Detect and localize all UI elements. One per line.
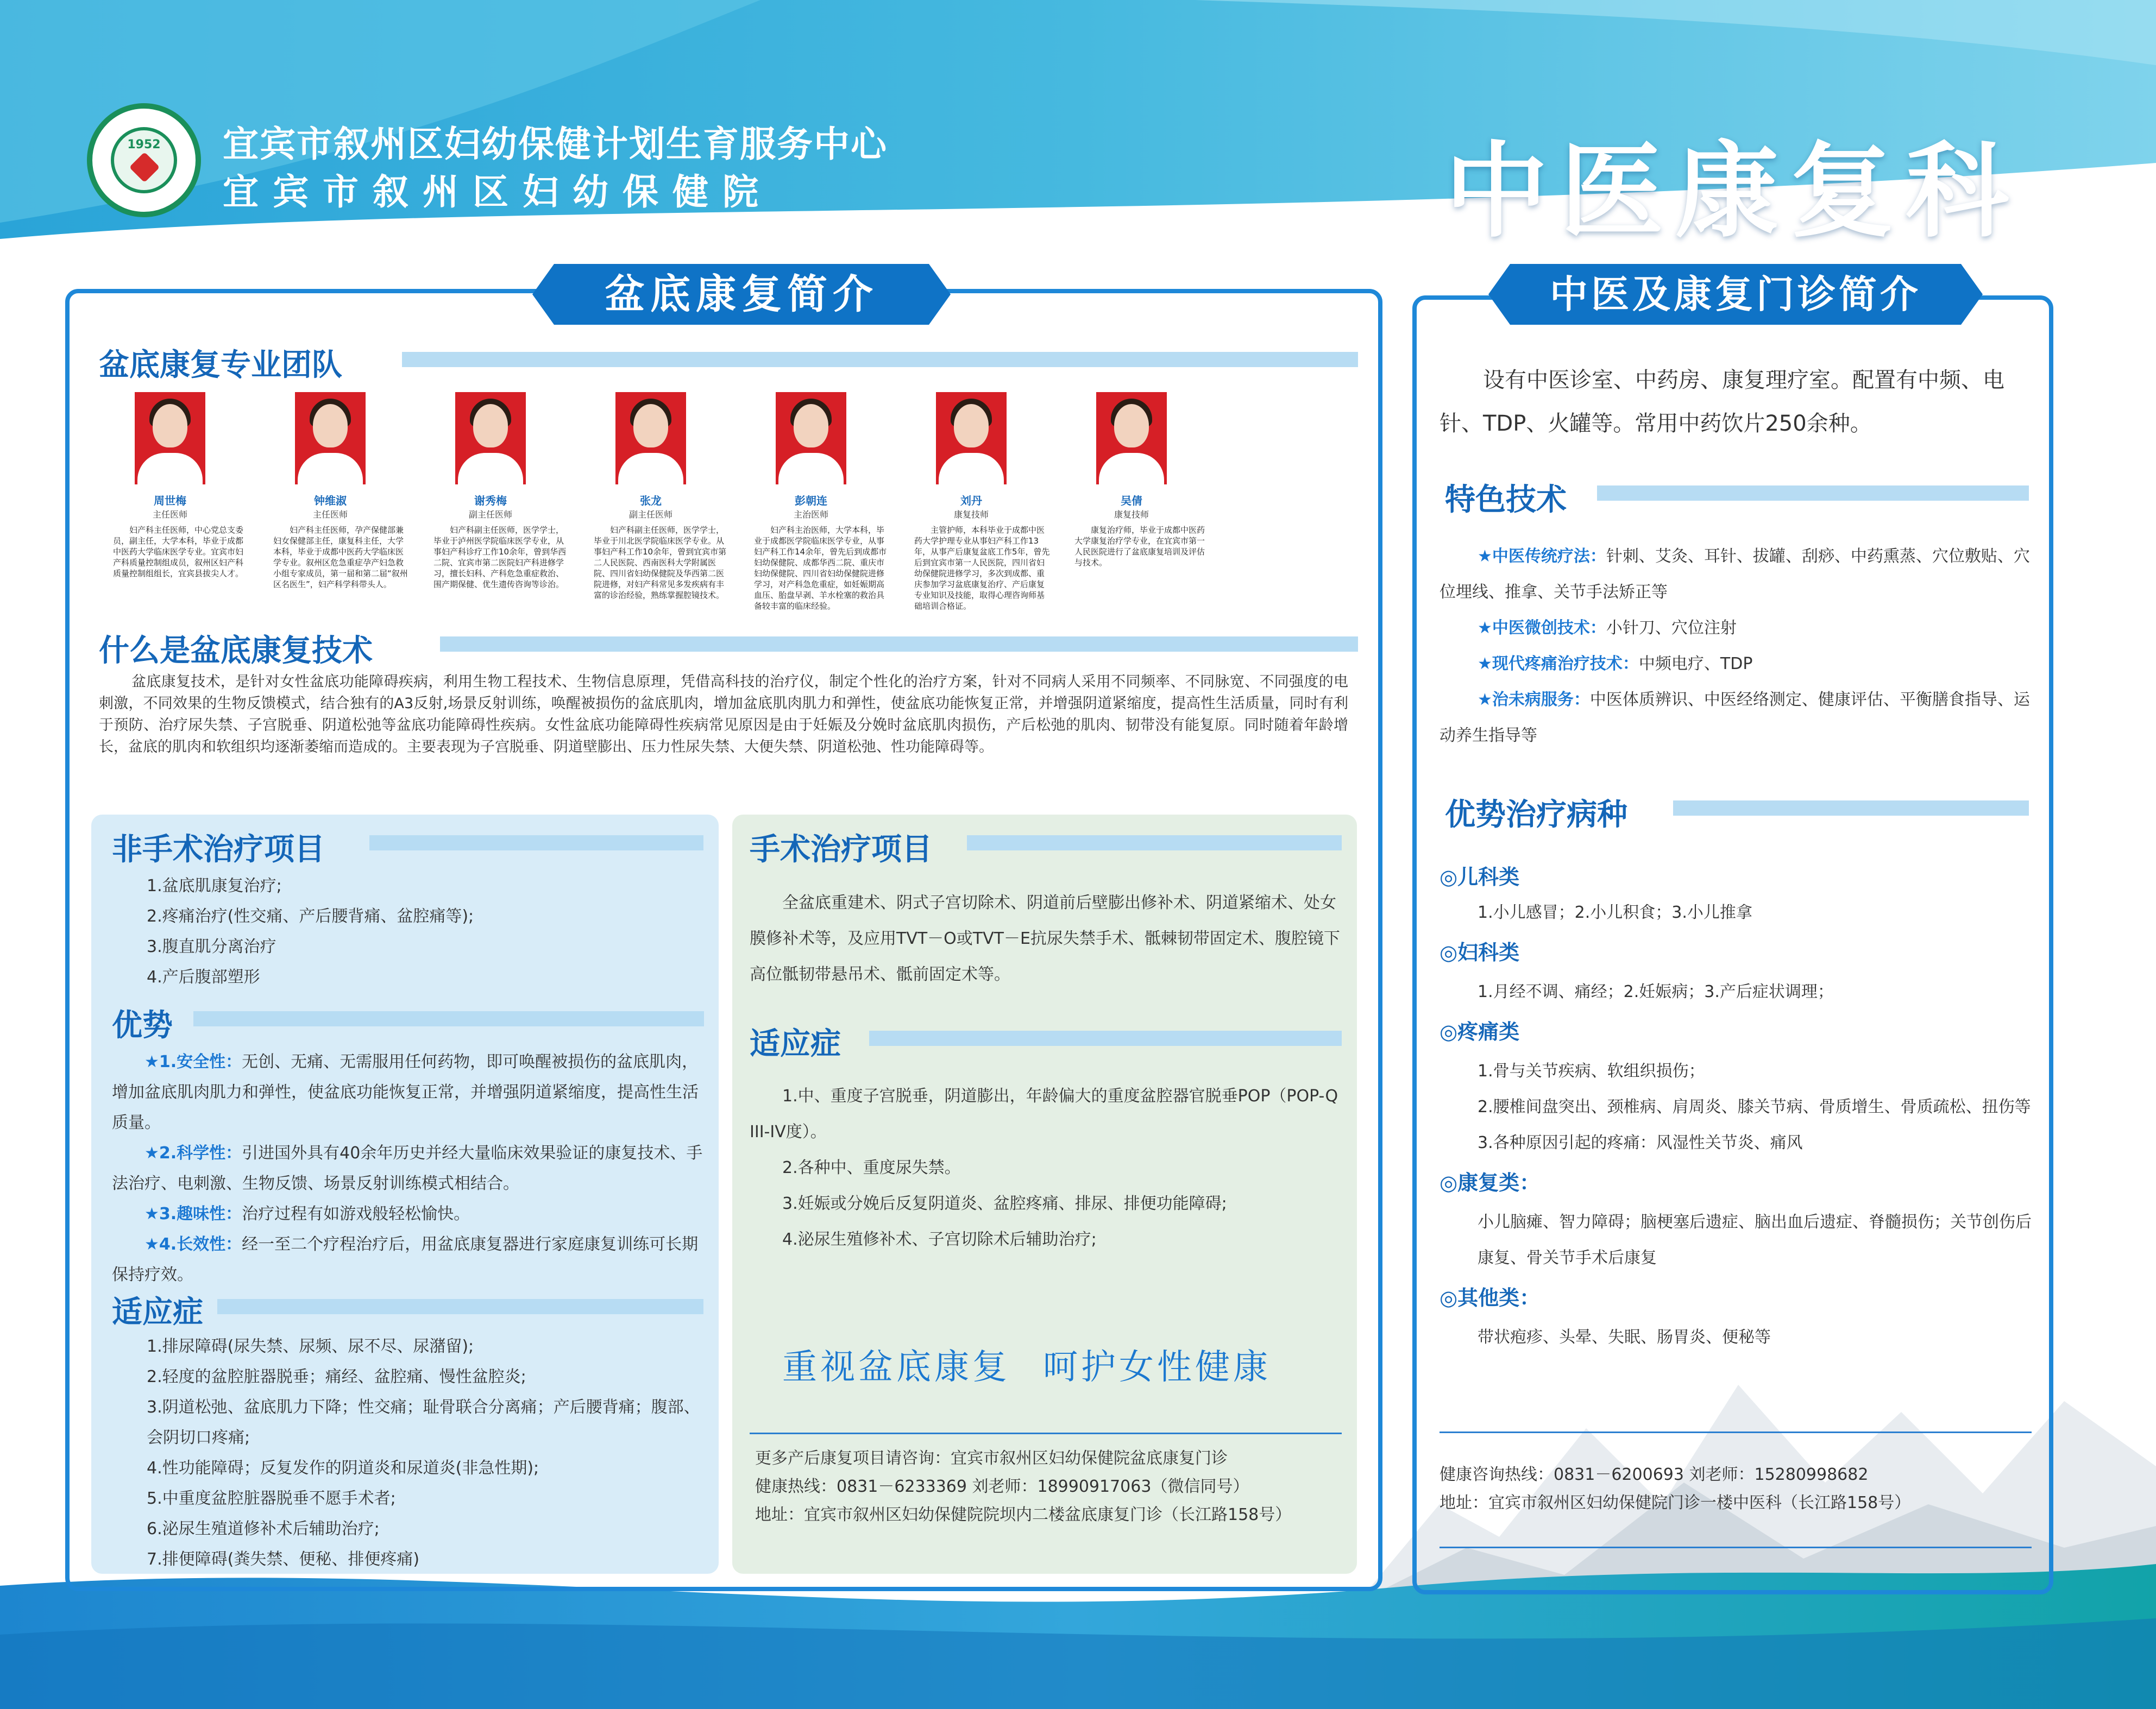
what-is-heading: 什么是盆底康复技术 bbox=[99, 633, 373, 669]
category-rehab: ◎康复类： bbox=[1440, 1171, 1541, 1195]
staff-title: 康复技师 bbox=[1114, 509, 1149, 520]
tech-text: 中频电疗、TDP bbox=[1638, 654, 1753, 673]
what-is-text: 盆底康复技术，是针对女性盆底功能障碍疾病，利用生物工程技术、生物信息原理，凭借高科技的治疗仪，制定个性化的治疗方案，针对不同病人采用不同频率、不同脉宽、不同强度的电刺激，不同效果的生物反馈模式，结合独有的A3反射,场景反射训练，唤醒被损伤的盆底肌肉，增加盆底肌肉肌力和弹性，使盆底功能恢复正常，并增强阴道紧缩度，提高性生活质量，同时有利于预防、治疗尿失禁、子宫脱垂、阴道松弛等盆底功能障碍性疾病。女性盆底功能障碍性疾病常见原因是由于妊娠及分娩时盆底肌肉损伤，产后松弛的肌肉、韧带没有能复原。同时随着年龄增长，盆底的肌肉和软组织均逐渐萎缩而造成的。主要表现为子宫脱垂、阴道壁膨出、压力性尿失禁、大便失禁、阴道松弛、性功能障碍等。 bbox=[99, 673, 1348, 755]
staff-card bbox=[914, 392, 1050, 611]
staff-card bbox=[1074, 392, 1210, 568]
staff-desc: 妇产科主治医师，大学本科，毕业于成都医学院临床医学专业，从事妇产科工作14余年，曾先后到成都市妇幼保健院、成都华西二院、重庆市妇幼保健院、四川省妇幼保健院进修学习，对产科急危重症，如妊娠期高血压、胎盘早剥、羊水栓塞的救治具备较丰富的临床经验。 bbox=[754, 525, 887, 611]
org-name-line1: 宜宾市叙州区妇幼保健计划生育服务中心 bbox=[223, 123, 888, 165]
staff-card bbox=[433, 392, 569, 590]
staff-desc: 妇产科副主任医师，医学学士，毕业于川北医学院临床医学专业。从事妇产科工作10余年，曾到宜宾市第二人民医院、西南医科大学附属医院、四川省妇幼保健院及华西第二医院进修，对妇产科常见多发疾病有丰富的诊治经验，熟练掌握腔镜技术。 bbox=[594, 525, 727, 600]
category-other: ◎其他类： bbox=[1440, 1286, 1541, 1310]
right-contact-divider-top bbox=[1440, 1431, 2032, 1433]
staff-name: 彭朝连 bbox=[795, 494, 827, 507]
staff-photo bbox=[295, 392, 366, 484]
list-item: 2.轻度的盆腔脏器脱垂；痛经、盆腔痛、慢性盆腔炎; bbox=[147, 1367, 526, 1386]
what-is-heading-bar bbox=[440, 636, 1358, 652]
staff-photo-face bbox=[313, 404, 348, 447]
staff-desc: 主管护师，本科毕业于成都中医药大学护理专业从事妇产科工作13年，从事产后康复盆底工作5年，曾先后到宜宾市第一人民医院，四川省妇幼保健院进修学习，多次到成都、重庆参加学习盆底康复治疗、产后康复专业知识及技能，取得心理咨询师基础培训合格证。 bbox=[914, 525, 1050, 611]
staff-name: 刘丹 bbox=[960, 494, 982, 507]
advantages-heading: 优势 bbox=[112, 1008, 173, 1043]
staff-photo-coat bbox=[939, 453, 1004, 484]
staff-photo bbox=[936, 392, 1007, 484]
non-surgical-indications-heading: 适应症 bbox=[112, 1295, 203, 1330]
surgical-indications-heading: 适应症 bbox=[750, 1026, 841, 1062]
staff-title: 康复技师 bbox=[953, 509, 989, 520]
staff-photo-face bbox=[954, 404, 989, 447]
list-item: 1.盆底肌康复治疗; bbox=[147, 876, 282, 896]
advantage-item bbox=[112, 1199, 704, 1229]
tech-heading-bar bbox=[1597, 485, 2029, 501]
right-contact-divider-bottom bbox=[1440, 1547, 2032, 1548]
staff-title: 副主任医师 bbox=[468, 509, 512, 520]
advantage-label: ★3.趣味性： bbox=[144, 1205, 242, 1224]
staff-card bbox=[754, 392, 890, 611]
staff-desc: 妇产科主任医师，孕产保健部兼妇女保健部主任，康复科主任，大学本科，毕业于成都中医药大学临床医学专业。叙州区危急重症孕产妇急救小组专家成员，第一届和第二届“叙州区名医生”，妇产科学科带头人。 bbox=[273, 525, 408, 589]
staff-photo-coat bbox=[298, 453, 363, 484]
staff-photo bbox=[455, 392, 526, 484]
team-heading: 盆底康复专业团队 bbox=[99, 348, 342, 383]
team-heading-bar bbox=[402, 352, 1358, 367]
surgical-indications-list bbox=[750, 1079, 1344, 1258]
staff-photo-face bbox=[153, 404, 187, 447]
staff-photo bbox=[135, 392, 205, 484]
right-panel-title: 中医及康复门诊简介 bbox=[1510, 264, 1961, 325]
disease-categories bbox=[1440, 859, 2032, 1355]
non-surgical-heading: 非手术治疗项目 bbox=[112, 832, 325, 867]
staff-card bbox=[273, 392, 409, 590]
clinic-intro: 设有中医诊室、中药房、康复理疗室。配置有中频、电针、TDP、火罐等。常用中药饮片250余种。 bbox=[1440, 368, 2004, 436]
slogan-part-b: 呵护女性健康 bbox=[1043, 1347, 1271, 1388]
staff-name: 周世梅 bbox=[154, 494, 186, 507]
disease-heading-bar bbox=[1673, 800, 2029, 816]
advantage-label: ★1.安全性： bbox=[144, 1052, 242, 1071]
staff-photo-coat bbox=[458, 453, 523, 484]
tech-label: ★中医传统疗法： bbox=[1478, 547, 1606, 566]
advantages-list bbox=[112, 1047, 704, 1290]
tech-item bbox=[1440, 682, 2032, 754]
surgical-text: 全盆底重建术、阴式子宫切除术、阴道前后壁膨出修补术、阴道紧缩术、处女膜修补术等，及应用TVT－O或TVT－E抗尿失禁手术、骶棘韧带固定术、腹腔镜下高位骶韧带悬吊术、骶前固定术等。 bbox=[750, 893, 1340, 984]
advantage-text: 无创、无痛、无需服用任何药物，即可唤醒被损伤的盆底肌肉，增加盆底肌肉肌力和弹性，使盆底功能恢复正常，并增强阴道紧缩度，提高性生活质量。 bbox=[112, 1052, 699, 1132]
staff-name: 谢秀梅 bbox=[474, 494, 507, 507]
tech-item bbox=[1440, 646, 2032, 682]
staff-card bbox=[113, 392, 249, 579]
hospital-logo bbox=[87, 103, 201, 217]
category-line: 3.各种原因引起的疼痛：风湿性关节炎、痛风 bbox=[1478, 1133, 1803, 1152]
category-line: 1.月经不调、痛经；2.妊娠病；3.产后症状调理； bbox=[1478, 982, 1834, 1001]
list-item: 4.产后腹部塑形 bbox=[147, 968, 260, 987]
tech-label: ★现代疼痛治疗技术： bbox=[1478, 654, 1639, 673]
staff-photo bbox=[776, 392, 846, 484]
staff-photo-coat bbox=[1099, 453, 1164, 484]
tech-item bbox=[1440, 610, 2032, 646]
list-item: 1.排尿障碍(尿失禁、尿频、尿不尽、尿潴留); bbox=[147, 1337, 474, 1356]
advantages-heading-bar bbox=[193, 1011, 704, 1026]
contact-line: 健康咨询热线：0831－6200693 刘老师：15280998682 bbox=[1440, 1465, 1869, 1484]
staff-desc: 妇产科主任医师，中心党总支委员，副主任，大学本科，毕业于成都中医药大学临床医学专业。宜宾市妇产科质量控制组成员，叙州区妇产科质量控制组组长，宜宾县拔尖人才。 bbox=[113, 525, 244, 578]
staff-title: 主任医师 bbox=[312, 509, 348, 520]
non-surgical-indications-list bbox=[147, 1332, 706, 1575]
contact-line: 地址：宜宾市叙州区妇幼保健院门诊一楼中医科（长江路158号） bbox=[1440, 1493, 1911, 1512]
staff-title: 主治医师 bbox=[793, 509, 828, 520]
slogan bbox=[782, 1339, 1271, 1389]
advantage-text: 经一至二个疗程治疗后，用盆底康复器进行家庭康复训练可长期保持疗效。 bbox=[112, 1235, 699, 1284]
contact-divider bbox=[750, 1433, 1342, 1434]
tech-text: 小针刀、穴位注射 bbox=[1606, 619, 1737, 638]
tech-list bbox=[1440, 539, 2032, 754]
staff-photo-face bbox=[1114, 404, 1149, 447]
list-item: 1.中、重度子宫脱垂，阴道膨出，年龄偏大的重度盆腔器官脱垂POP（POP-Q III-IV度）。 bbox=[750, 1087, 1338, 1142]
list-item: 4.泌尿生殖修补术、子宫切除术后辅助治疗; bbox=[782, 1230, 1097, 1249]
tech-heading: 特色技术 bbox=[1445, 482, 1567, 518]
category-line: 2.腰椎间盘突出、颈椎病、肩周炎、膝关节病、骨质增生、骨质疏松、扭伤等 bbox=[1478, 1098, 2031, 1117]
list-item: 3.妊娠或分娩后反复阴道炎、盆腔疼痛、排尿、排便功能障碍; bbox=[782, 1194, 1227, 1213]
advantage-item bbox=[112, 1229, 704, 1290]
list-item: 3.腹直肌分离治疗 bbox=[147, 937, 276, 956]
list-item: 3.阴道松弛、盆底肌力下降；性交痛；耻骨联合分离痛；产后腰背痛；腹部、会阴切口疼痛; bbox=[147, 1398, 700, 1447]
department-title: 中医康复科 bbox=[1445, 131, 2021, 251]
list-item: 5.中重度盆腔脏器脱垂不愿手术者; bbox=[147, 1489, 396, 1508]
contact-line: 地址：宜宾市叙州区妇幼保健院院坝内二楼盆底康复门诊（长江路158号） bbox=[755, 1505, 1292, 1524]
staff-photo-coat bbox=[618, 453, 683, 484]
tech-text: 针刺、艾灸、耳针、拔罐、刮痧、中药熏蒸、穴位敷贴、穴位埋线、推拿、关节手法矫正等 bbox=[1440, 547, 2030, 602]
advantage-text: 引进国外具有40余年历史并经大量临床效果验证的康复技术、手法治疗、电刺激、生物反馈、场景反射训练模式相结合。 bbox=[112, 1144, 703, 1193]
staff-title: 副主任医师 bbox=[628, 509, 672, 520]
advantage-text: 治疗过程有如游戏般轻松愉快。 bbox=[242, 1205, 470, 1224]
staff-title: 主任医师 bbox=[152, 509, 187, 520]
advantage-label: ★2.科学性： bbox=[144, 1144, 242, 1163]
non-surgical-indications-bar bbox=[217, 1299, 703, 1314]
list-item: 6.泌尿生殖道修补术后辅助治疗; bbox=[147, 1519, 380, 1538]
contact-line: 更多产后康复项目请咨询：宜宾市叙州区妇幼保健院盆底康复门诊 bbox=[755, 1449, 1228, 1468]
logo-emblem-icon bbox=[111, 127, 177, 193]
staff-photo-face bbox=[794, 404, 828, 447]
right-contact bbox=[1440, 1461, 1910, 1517]
left-panel-title: 盆底康复简介 bbox=[554, 264, 929, 325]
category-pain: ◎疼痛类 bbox=[1440, 1020, 1520, 1044]
staff-desc: 康复治疗师，毕业于成都中医药大学康复治疗学专业，在宜宾市第一人民医院进行了盆底康复培训及评估与技术。 bbox=[1074, 525, 1205, 567]
staff-name: 张龙 bbox=[640, 494, 662, 507]
logo-year: 1952 bbox=[127, 138, 161, 152]
non-surgical-list bbox=[147, 871, 474, 993]
category-line: 1.骨与关节疾病、软组织损伤； bbox=[1478, 1062, 1705, 1081]
category-line: 1.小儿感冒；2.小儿积食；3.小儿推拿 bbox=[1478, 903, 1752, 922]
surgical-indications-bar bbox=[869, 1031, 1342, 1046]
category-line: 带状疱疹、头晕、失眠、肠胃炎、便秘等 bbox=[1478, 1328, 1771, 1347]
category-gynecology: ◎妇科类 bbox=[1440, 941, 1520, 964]
staff-photo-coat bbox=[778, 453, 844, 484]
staff-name: 钟维淑 bbox=[314, 494, 347, 507]
category-pediatrics: ◎儿科类 bbox=[1440, 865, 1520, 889]
surgical-heading-bar bbox=[967, 835, 1342, 850]
disease-heading: 优势治疗病种 bbox=[1445, 797, 1627, 833]
staff-desc: 妇产科副主任医师，医学学士，毕业于泸州医学院临床医学专业，从事妇产科诊疗工作10余年，曾到华西二院、宜宾市第二医院妇产科进修学习，擅长妇科、产科危急重症救治、围产期保健、优生遗传咨询等诊治。 bbox=[433, 525, 567, 589]
category-line: 小儿脑瘫、智力障碍；脑梗塞后遗症、脑出血后遗症、脊髓损伤；关节创伤后康复、骨关节手术后康复 bbox=[1478, 1213, 2032, 1267]
list-item: 4.性功能障碍；反复发作的阴道炎和尿道炎(非急性期); bbox=[147, 1459, 539, 1478]
staff-photo-coat bbox=[137, 453, 203, 484]
staff-card bbox=[594, 392, 730, 601]
org-name-line2: 宜宾市叙州区妇幼保健院 bbox=[223, 171, 772, 213]
slogan-part-a: 重视盆底康复 bbox=[782, 1347, 1010, 1388]
contact-line: 健康热线：0831－6233369 刘老师：18990917063（微信同号） bbox=[755, 1477, 1249, 1496]
non-surgical-heading-bar bbox=[369, 835, 703, 850]
staff-photo-face bbox=[473, 404, 508, 447]
tech-item bbox=[1440, 539, 2032, 610]
left-contact bbox=[755, 1445, 1291, 1529]
advantage-item bbox=[112, 1047, 704, 1138]
staff-photo bbox=[1096, 392, 1167, 484]
advantage-item bbox=[112, 1138, 704, 1199]
list-item: 7.排便障碍(粪失禁、便秘、排便疼痛) bbox=[147, 1550, 420, 1569]
tech-label: ★治未病服务： bbox=[1478, 690, 1590, 709]
surgical-heading: 手术治疗项目 bbox=[750, 832, 932, 867]
staff-name: 吴倩 bbox=[1121, 494, 1142, 507]
advantage-label: ★4.长效性： bbox=[144, 1235, 242, 1254]
list-item: 2.各种中、重度尿失禁。 bbox=[782, 1158, 961, 1177]
heart-icon bbox=[129, 152, 160, 183]
tech-label: ★中医微创技术： bbox=[1478, 619, 1606, 638]
list-item: 2.疼痛治疗(性交痛、产后腰背痛、盆腔痛等); bbox=[147, 907, 474, 926]
tech-text: 中医体质辨识、中医经络测定、健康评估、平衡膳食指导、运动养生指导等 bbox=[1440, 690, 2030, 745]
staff-photo bbox=[615, 392, 686, 484]
staff-photo-face bbox=[633, 404, 668, 447]
